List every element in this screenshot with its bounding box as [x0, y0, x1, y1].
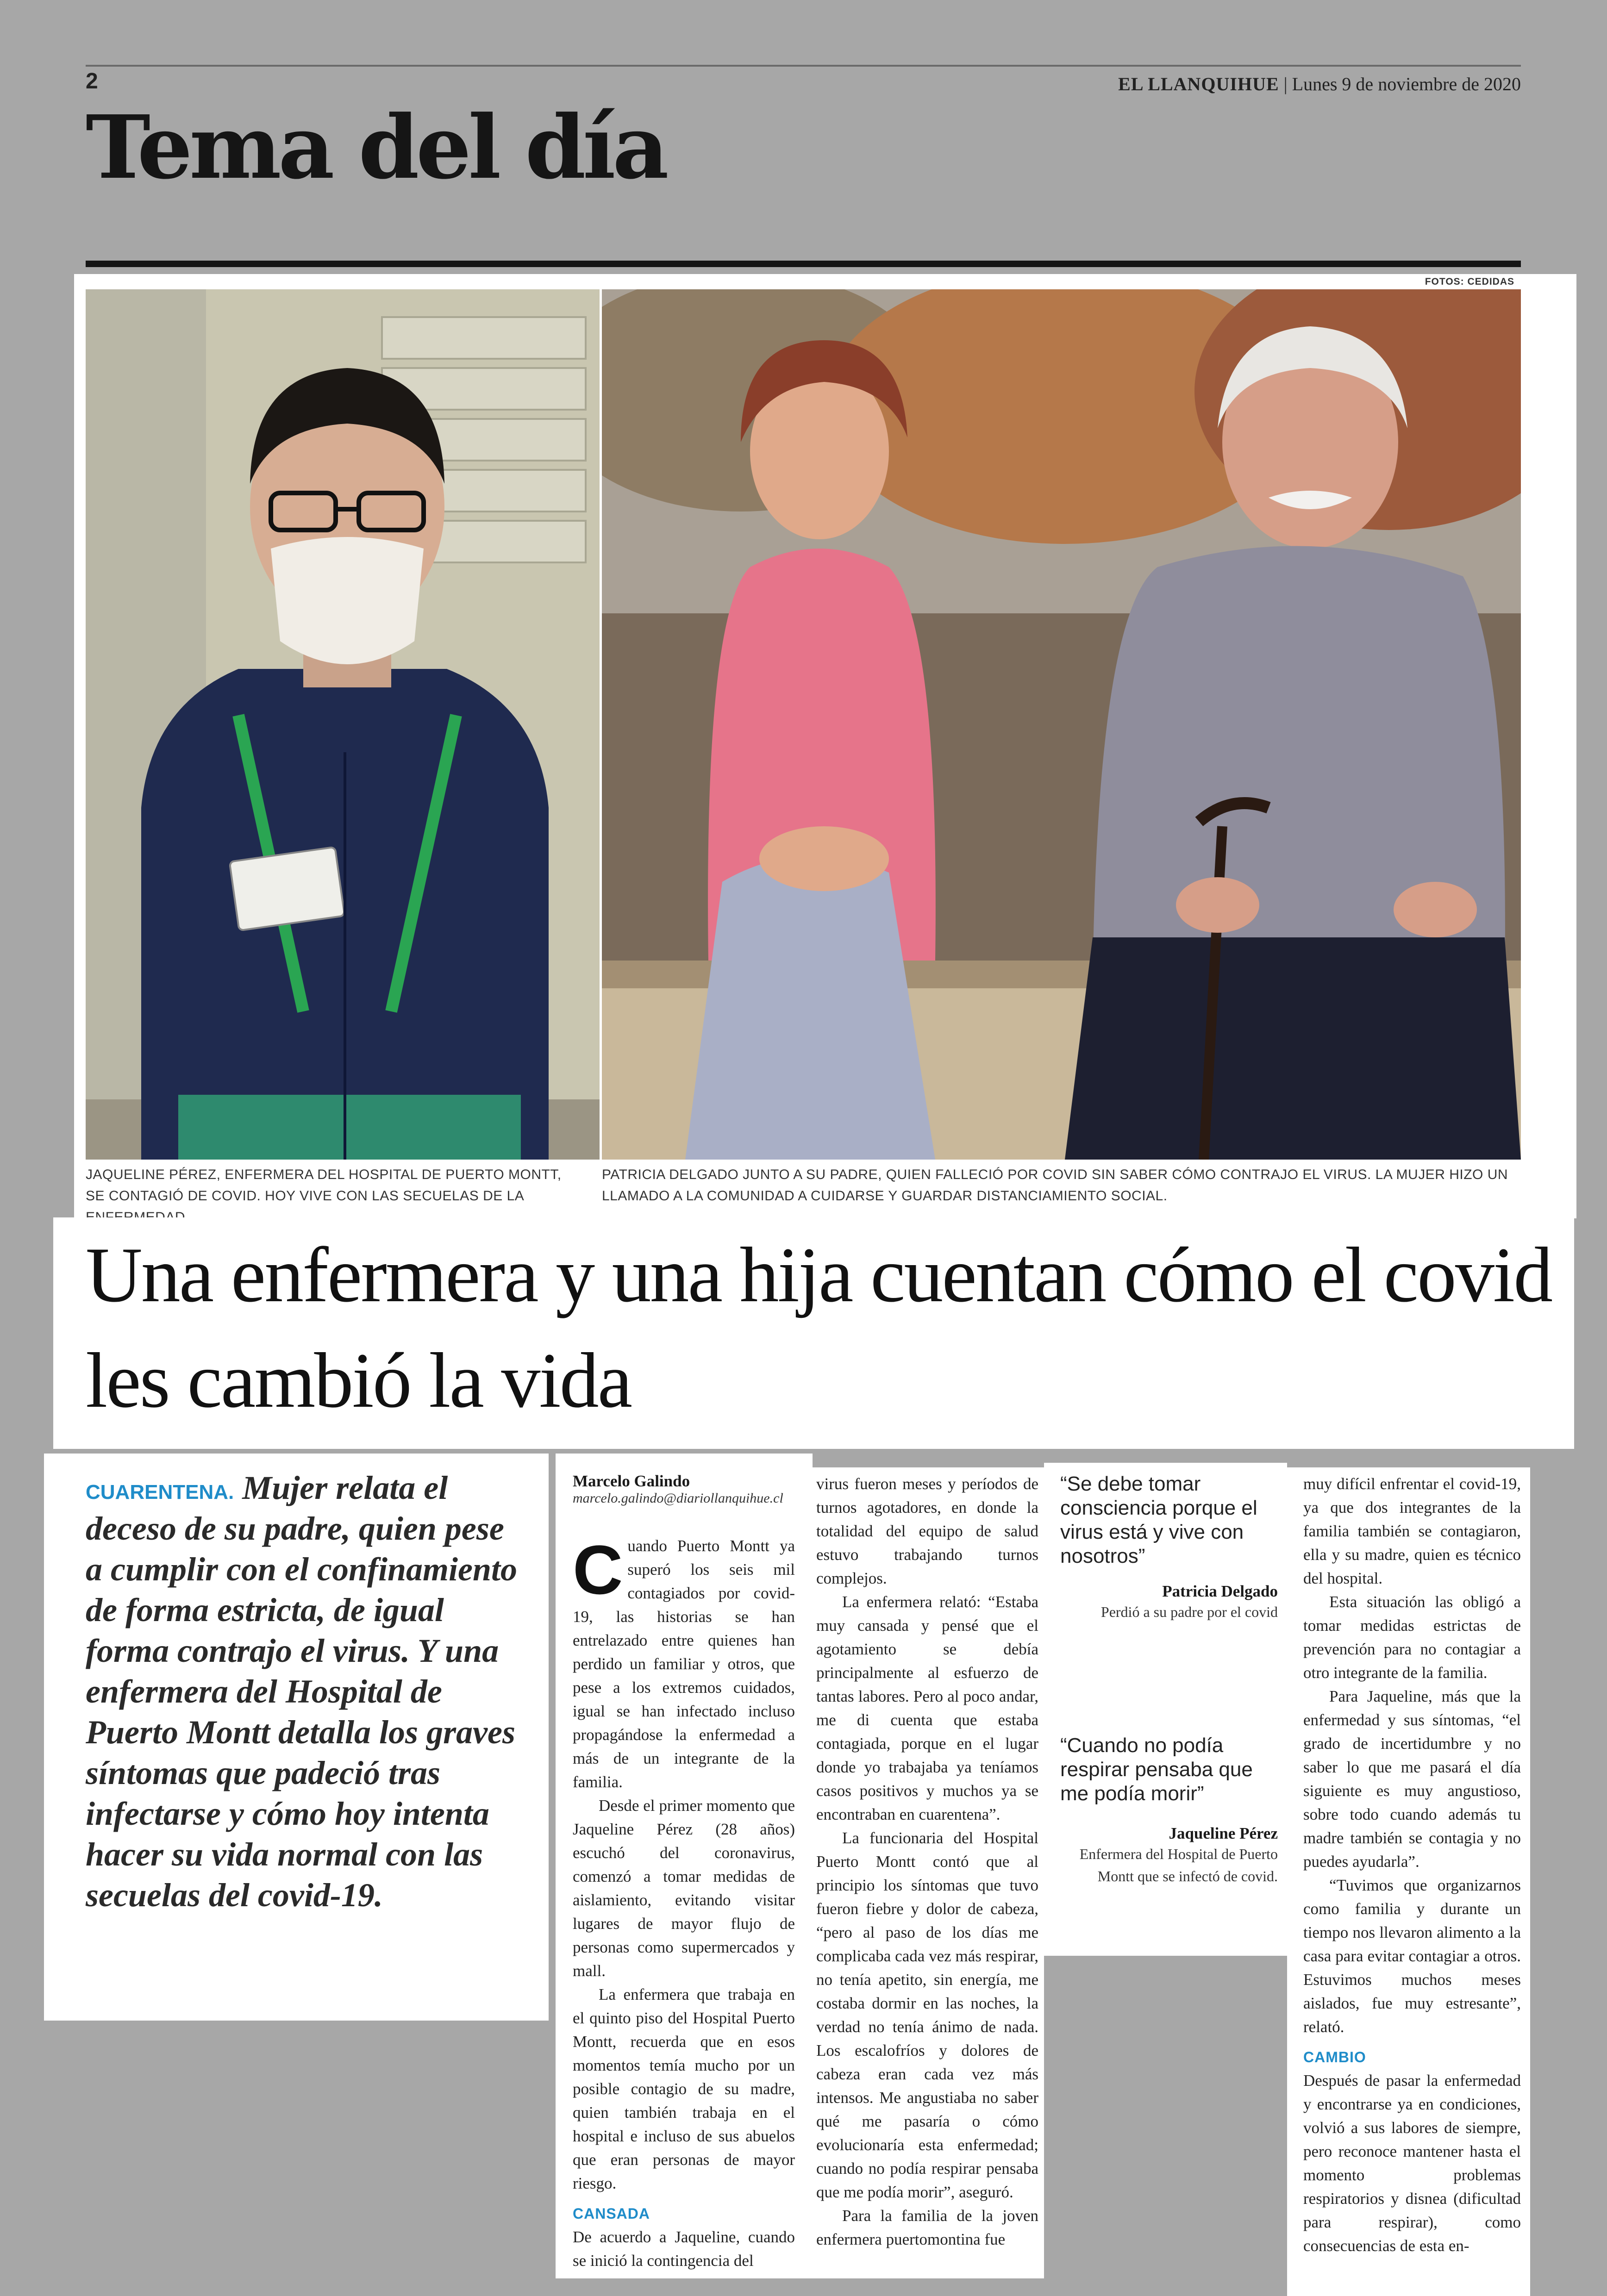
article-paragraph: muy difícil enfrentar el covid-19, ya que dos integrantes de la familia también se contagiaron, ella y su madre, quien es técnico del hospital.: [1303, 1475, 1521, 1587]
family-photo: [602, 289, 1521, 1160]
column-2: [816, 1472, 1038, 2251]
article-paragraph: La enfermera relató: “Estaba muy cansada y pensé que el agotamiento se debía principalmente al esfuerzo de tantas labores. Pero al poco andar, me di cuenta que estaba contagiada, porque en el lugar donde yo trabajaba ya teníamos casos positivos y muchos ya se encontraban en cuarentena”.: [816, 1593, 1038, 1823]
byline-email: marcelo.galindo@diariollanquihue.cl: [573, 1491, 783, 1506]
article-paragraph: Después de pasar la enfermedad y encontrarse ya en condiciones, volvió a sus labores de siempre, pero reconoce mantener hasta el momento problemas respiratorios y disnea (dificultad para respirar), como consecuencias de esta en-: [1303, 2071, 1521, 2255]
drop-cap: C: [573, 1531, 623, 1609]
pullquote-name: Jaqueline Pérez: [1169, 1824, 1278, 1842]
article-paragraph: Para Jaqueline, más que la enfermedad y sus síntomas, “el grado de incertidumbre y no saber lo que me pasará el día siguiente es muy angustioso, sobre todo cuando además tu madre también se contagia y no puedes ayudarla”.: [1303, 1687, 1521, 1871]
pullquote-text: “Se debe tomar consciencia porque el virus está y vive con nosotros”: [1060, 1472, 1257, 1567]
article-paragraph: Esta situación las obligó a tomar medidas estrictas de prevención para no contagiar a otro integrante de la familia.: [1303, 1593, 1521, 1682]
column-1: [573, 1472, 795, 2272]
pullquote-role: Perdió a su padre por el covid: [1101, 1603, 1278, 1620]
subhead-cambio: CAMBIO: [1303, 2049, 1366, 2065]
page-number: 2: [86, 69, 98, 94]
article-paragraph: Desde el primer momento que Jaqueline Pérez (28 años) escuchó del coronavirus, comenzó a tomar medidas de aislamiento, evitando visitar lugares de mayor flujo de personas como supermercados y mall.: [573, 1797, 795, 1980]
article-paragraph: “Tuvimos que organizarnos como familia y durante un tiempo nos llevaron alimento a la casa para evitar contagiar a otros. Estuvimos muchos meses aislados, fue muy estresante”, relató.: [1303, 1876, 1521, 2036]
pullquote-2: [1060, 1734, 1278, 1887]
deck-tag: CUARENTENA.: [86, 1481, 234, 1504]
byline-name: Marcelo Galindo: [573, 1472, 690, 1490]
subhead-cansada: CANSADA: [573, 2205, 650, 2222]
article-paragraph: La funcionaria del Hospital Puerto Montt contó que al principio los síntomas que tuvo fueron fiebre y dolor de cabeza, “pero al paso de los días me complicaba cada vez más respirar, no tenía apetito, sin energía, me costaba dormir en las noches, la verdad no tenía ánimo de nada. Los escalofríos y dolores de cabeza eran cada vez más intensos. Me angustiaba no saber qué me pasaría o cómo evolucionaría esta enfermedad; cuando no podía respirar pensaba que me podía morir”, aseguró.: [816, 1829, 1038, 2201]
article-paragraph: De acuerdo a Jaqueline, cuando se inició la contingencia del: [573, 2228, 795, 2270]
pullquote-role: Enfermera del Hospital de Puerto Montt que se infectó de covid.: [1079, 1846, 1278, 1884]
headline: Una enfermera y una hija cuentan cómo el covid les cambió la vida: [86, 1231, 1552, 1424]
article-paragraph: Cuando Puerto Montt ya superó los seis mil contagiados por covid-19, las historias se han entrelazado entre quienes han perdido un familiar y otros, que pese a los extremos cuidados, igual se han infectado incluso propagándose la enfermedad a más de un integrante de la familia.: [573, 1531, 795, 1791]
section-title: Tema del día: [86, 96, 666, 199]
column-4: [1303, 1472, 1521, 2258]
section-rule: [86, 261, 1521, 267]
issue-date: | Lunes 9 de noviembre de 2020: [1283, 74, 1521, 94]
pullquote-1: [1060, 1472, 1278, 1623]
top-rule: [86, 65, 1521, 67]
masthead-date: [1118, 73, 1521, 95]
pullquote-text: “Cuando no podía respirar pensaba que me podía morir”: [1060, 1734, 1253, 1805]
nurse-photo-caption: JAQUELINE PÉREZ, ENFERMERA DEL HOSPITAL DE PUERTO MONTT, SE CONTAGIÓ DE COVID. HOY VIVE CON LAS SECUELAS DE LA: [86, 1167, 562, 1204]
pullquote-name: Patricia Delgado: [1162, 1582, 1278, 1600]
photo-credit: FOTOS: CEDIDAS: [1425, 276, 1514, 287]
nurse-photo: [86, 289, 600, 1160]
family-photo-caption: PATRICIA DELGADO JUNTO A SU PADRE, QUIEN FALLECIÓ POR COVID SIN SABER CÓMO CONTRAJO EL VIRUS. LA MUJER HIZO UN LLAMADO A LA COMUNIDAD A CUIDARSE Y GUARDAR DISTANCIAMIENTO SOCIAL.: [602, 1167, 1508, 1204]
article-paragraph: virus fueron meses y períodos de turnos agotadores, en donde la totalidad del equipo de salud estuvo trabajando turnos complejos.: [816, 1475, 1038, 1587]
article-paragraph: Para la familia de la joven enfermera puertomontina fue: [816, 2207, 1038, 2248]
newspaper-name: EL LLANQUIHUE: [1118, 74, 1279, 94]
article-paragraph: La enfermera que trabaja en el quinto piso del Hospital Puerto Montt, recuerda que en esos momentos temía mucho por un posible contagio de su madre, quien también trabaja en el hospital e incluso de sus abuelos que eran personas de mayor riesgo.: [573, 1985, 795, 2192]
deck: [86, 1467, 525, 1915]
deck-text: Mujer relata el deceso de su padre, quien pese a cumplir con el confinamiento de forma estricta, de igual forma contrajo el virus. Y una enfermera del Hospital de Puerto Montt detalla los graves síntomas que padeció tras infectarse y cómo hoy intenta hacer su vida normal con las secuelas del covid-19.: [86, 1469, 518, 1914]
